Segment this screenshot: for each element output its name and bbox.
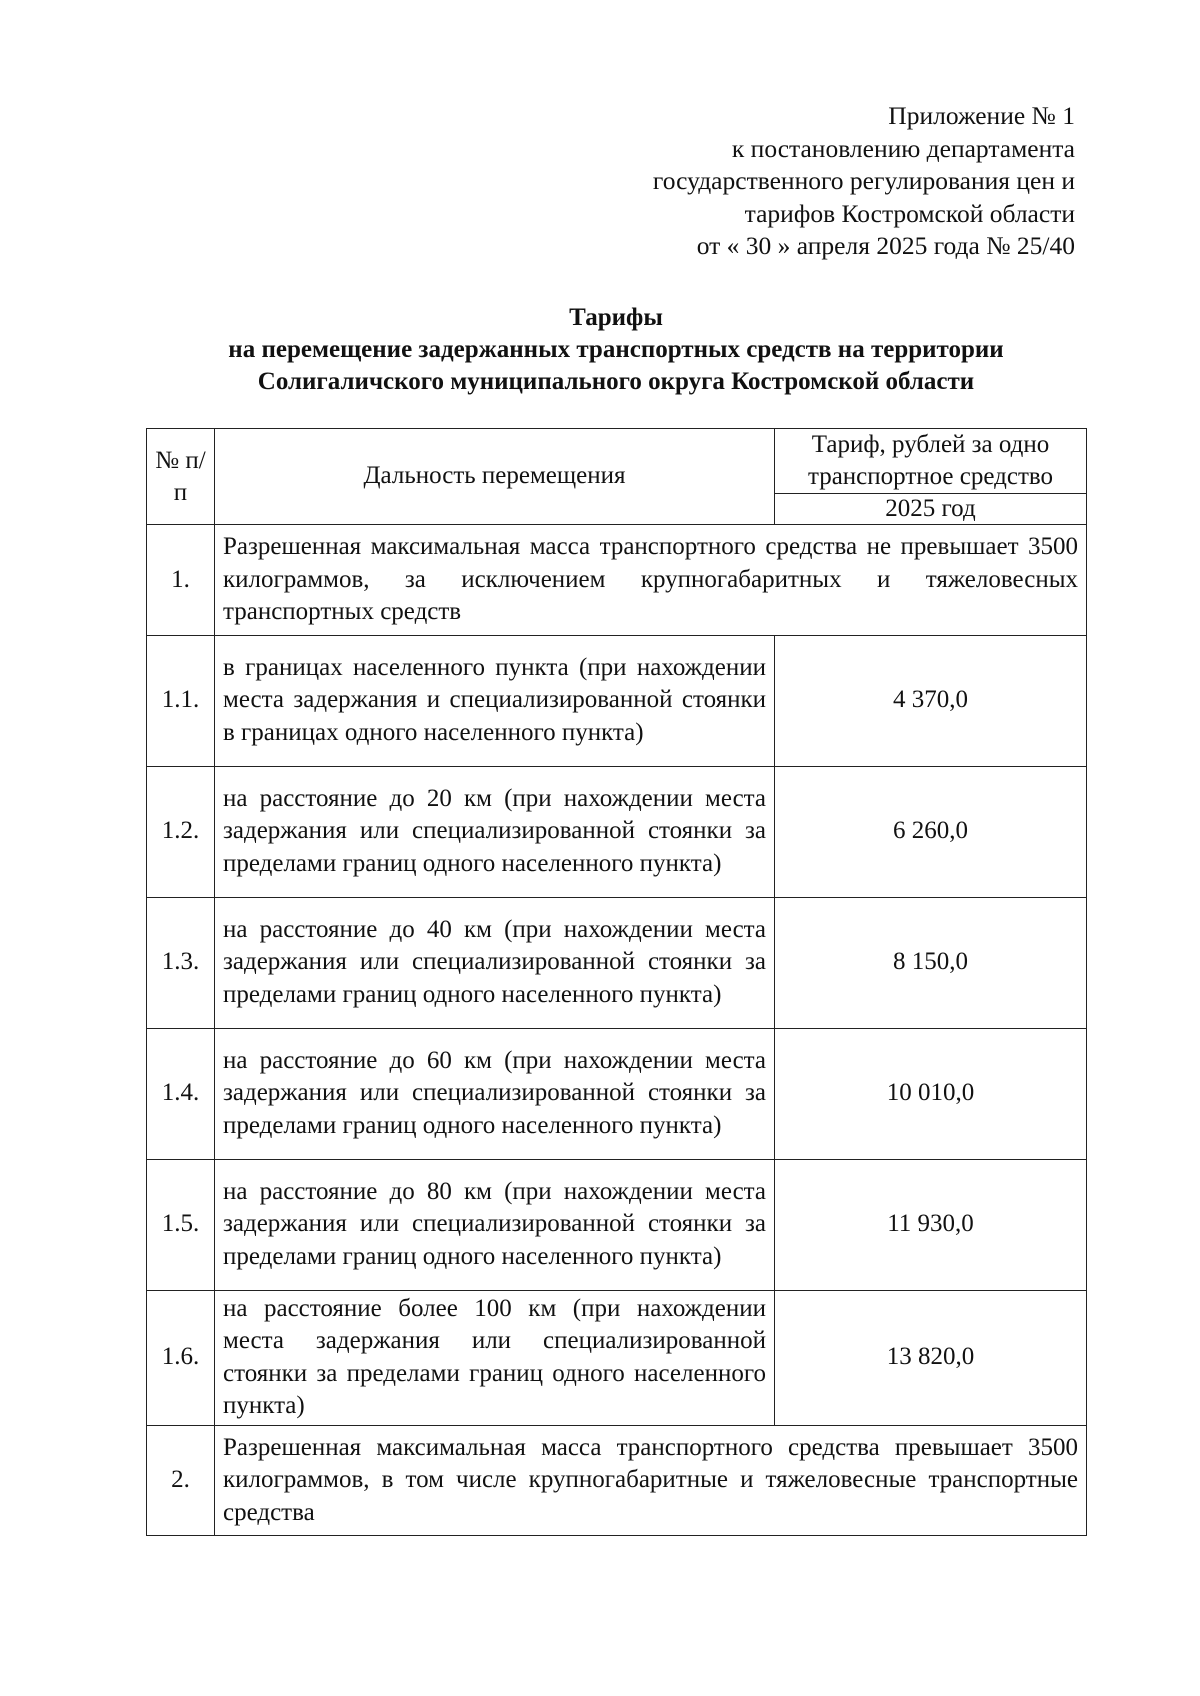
row-num: 1.2. (147, 766, 215, 897)
row-tariff-value: 13 820,0 (775, 1290, 1087, 1425)
title-line-1: Тарифы (569, 304, 663, 331)
row-tariff-value: 8 150,0 (775, 897, 1087, 1028)
appendix-number: Приложение № 1 (888, 101, 1075, 130)
table-row (147, 635, 1087, 766)
header-year: 2025 год (775, 494, 1087, 525)
section-text: Разрешенная максимальная масса транспортного средства превышает 3500 килограммов, в том числе крупногабаритные и тяжеловесные транспортные средства (215, 1425, 1087, 1536)
row-tariff-value: 4 370,0 (775, 635, 1087, 766)
appendix-header (653, 100, 1075, 263)
title-line-3: Солигаличского муниципального округа Костромской области (257, 368, 975, 395)
row-num: 1.1. (147, 635, 215, 766)
table-section-row (147, 1425, 1087, 1536)
document-title (146, 302, 1086, 398)
appendix-line-3: государственного регулирования цен и (652, 166, 1075, 195)
table-section-row (147, 525, 1087, 636)
row-tariff-value: 6 260,0 (775, 766, 1087, 897)
table-row (147, 897, 1087, 1028)
table-row (147, 1028, 1087, 1159)
table-header-row (147, 429, 1087, 494)
appendix-line-2: к постановлению департамента (731, 133, 1075, 163)
row-num: 1.4. (147, 1028, 215, 1159)
row-distance: на расстояние до 60 км (при нахождении места задержания или специализированной стоянки за пределами границ одного населенного пункта) (215, 1028, 775, 1159)
row-num: 1.3. (147, 897, 215, 1028)
row-distance: на расстояние до 20 км (при нахождении места задержания или специализированной стоянки за пределами границ одного населенного пункта) (215, 766, 775, 897)
section-num: 2. (147, 1425, 215, 1536)
row-distance: в границах населенного пункта (при нахождении места задержания и специализированной стоянки в границах одного населенного пункта) (215, 635, 775, 766)
row-distance: на расстояние до 40 км (при нахождении места задержания или специализированной стоянки за пределами границ одного населенного пункта) (215, 897, 775, 1028)
table-row (147, 766, 1087, 897)
table-row (147, 1290, 1087, 1425)
row-tariff-value: 10 010,0 (775, 1028, 1087, 1159)
row-tariff-value: 11 930,0 (775, 1159, 1087, 1290)
title-line-2: на перемещение задержанных транспортных средств на территории (228, 336, 1004, 363)
header-num: № п/п (147, 429, 215, 525)
row-num: 1.5. (147, 1159, 215, 1290)
section-text: Разрешенная максимальная масса транспортного средства не превышает 3500 килограммов, за исключением крупногабаритных и тяжеловесных транспортных средств (215, 525, 1087, 636)
appendix-date: от « 30 » апреля 2025 года № 25/40 (696, 231, 1075, 260)
row-num: 1.6. (147, 1290, 215, 1425)
appendix-line-4: тарифов Костромской области (744, 198, 1075, 228)
row-distance: на расстояние более 100 км (при нахождении места задержания или специализированной стоянки за пределами границ одного населенного пункта) (215, 1290, 775, 1425)
section-num: 1. (147, 525, 215, 636)
row-distance: на расстояние до 80 км (при нахождении места задержания или специализированной стоянки за пределами границ одного населенного пункта) (215, 1159, 775, 1290)
header-tariff: Тариф, рублей за одно транспортное средство (775, 429, 1087, 494)
tariff-table (146, 428, 1087, 1536)
header-distance: Дальность перемещения (215, 429, 775, 525)
table-row (147, 1159, 1087, 1290)
